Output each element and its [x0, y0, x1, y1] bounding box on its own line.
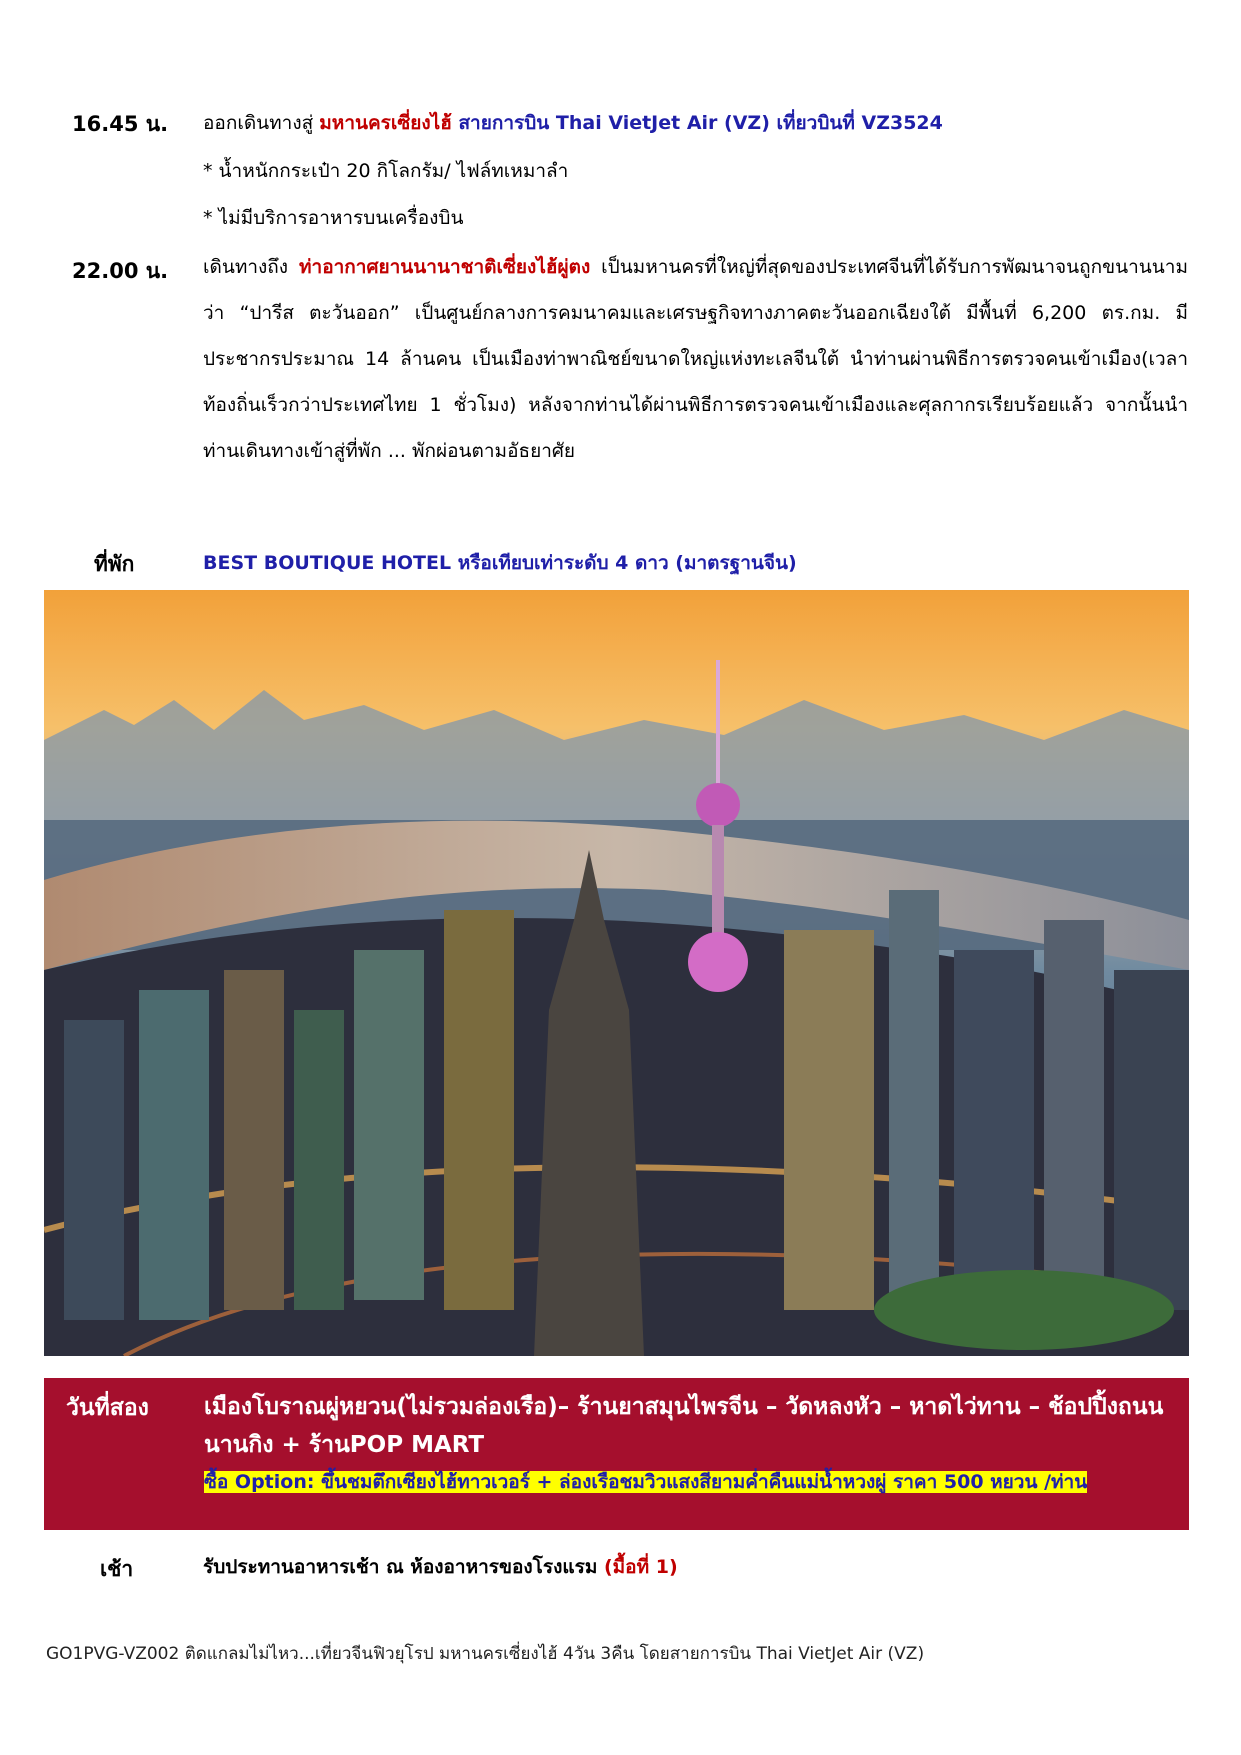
flight-info: สายการบิน Thai VietJet Air (VZ) เที่ยวบินที่ VZ3524	[451, 112, 943, 134]
arrival-paragraph	[203, 244, 1188, 474]
page-footer: GO1PVG-VZ002 ติดแกลมไม่ไหว...เที่ยวจีนฟิวยุโรป มหานครเซี่ยงไฮ้ 4วัน 3คืน โดยสายการบิน Thai VietJet Air (VZ)	[46, 1644, 925, 1664]
hotel-label: ที่พัก	[94, 552, 135, 576]
time-1645: 16.45 น.	[72, 112, 169, 136]
day2-title: เมืองโบราณผู่หยวน(ไม่รวมล่องเรือ)– ร้านยาสมุนไพรจีน – วัดหลงหัว – หาดไว่ทาน – ช้อปปิ้งถนนนานกิง + ร้านPOP MART	[204, 1394, 1164, 1458]
breakfast-line	[203, 1552, 678, 1582]
breakfast-text: รับประทานอาหารเช้า ณ ห้องอาหารของโรงแรม	[203, 1556, 604, 1578]
day2-label: วันที่สอง	[66, 1395, 149, 1421]
day2-option	[204, 1468, 1184, 1496]
arrival-lead: เดินทางถึง	[203, 256, 299, 278]
shanghai-skyline-photo	[44, 590, 1189, 1356]
day2-banner	[44, 1378, 1189, 1530]
meal-number: (มื้อที่ 1)	[603, 1556, 678, 1578]
day2-option-text: ซื้อ Option: ขึ้นชมตึกเซียงไฮ้ทาวเวอร์ + ล่องเรือชมวิวแสงสียามค่ำคืนแม่น้ำหวงผู่ ราคา 500 หยวน /ท่าน	[204, 1471, 1088, 1493]
time-2200: 22.00 น.	[72, 259, 169, 283]
airport-name: ท่าอากาศยานนานาชาติเซี่ยงไฮ้ผู่ตง	[299, 256, 591, 278]
meal-note: * ไม่มีบริการอาหารบนเครื่องบิน	[203, 207, 464, 229]
breakfast-label: เช้า	[100, 1557, 134, 1581]
arrival-body: เป็นมหานครที่ใหญ่ที่สุดของประเทศจีนที่ได้รับการพัฒนาจนถูกขนานนามว่า “ปารีส ตะวันออก” เป็นศูนย์กลางการคมนาคมและเศรษฐกิจทางภาคตะวันออกเฉียงใต้ มีพื้นที่ 6,200 ตร.กม. มีประชากรประมาณ 14 ล้านคน เป็นเมืองท่าพาณิชย์ขนาดใหญ่แห่งทะเลจีนใต้ นำท่านผ่านพิธีการตรวจคนเข้าเมือง(เวลาท้องถิ่นเร็วกว่าประเทศไทย 1 ชั่วโมง) หลังจากท่านได้ผ่านพิธีการตรวจคนเข้าเมืองและศุลกากรเรียบร้อยแล้ว จากนั้นนำท่านเดินทางเข้าสู่ที่พัก ... พักผ่อนตามอัธยาศัย	[203, 256, 1188, 462]
departure-text: ออกเดินทางสู่	[203, 112, 320, 134]
destination-city: มหานครเซี่ยงไฮ้	[319, 112, 452, 134]
baggage-note: * น้ำหนักกระเป๋า 20 กิโลกรัม/ ไฟล์ทเหมาลำ	[203, 160, 569, 182]
departure-line	[203, 108, 943, 138]
hotel-name: BEST BOUTIQUE HOTEL หรือเทียบเท่าระดับ 4 ดาว (มาตรฐานจีน)	[203, 552, 797, 574]
